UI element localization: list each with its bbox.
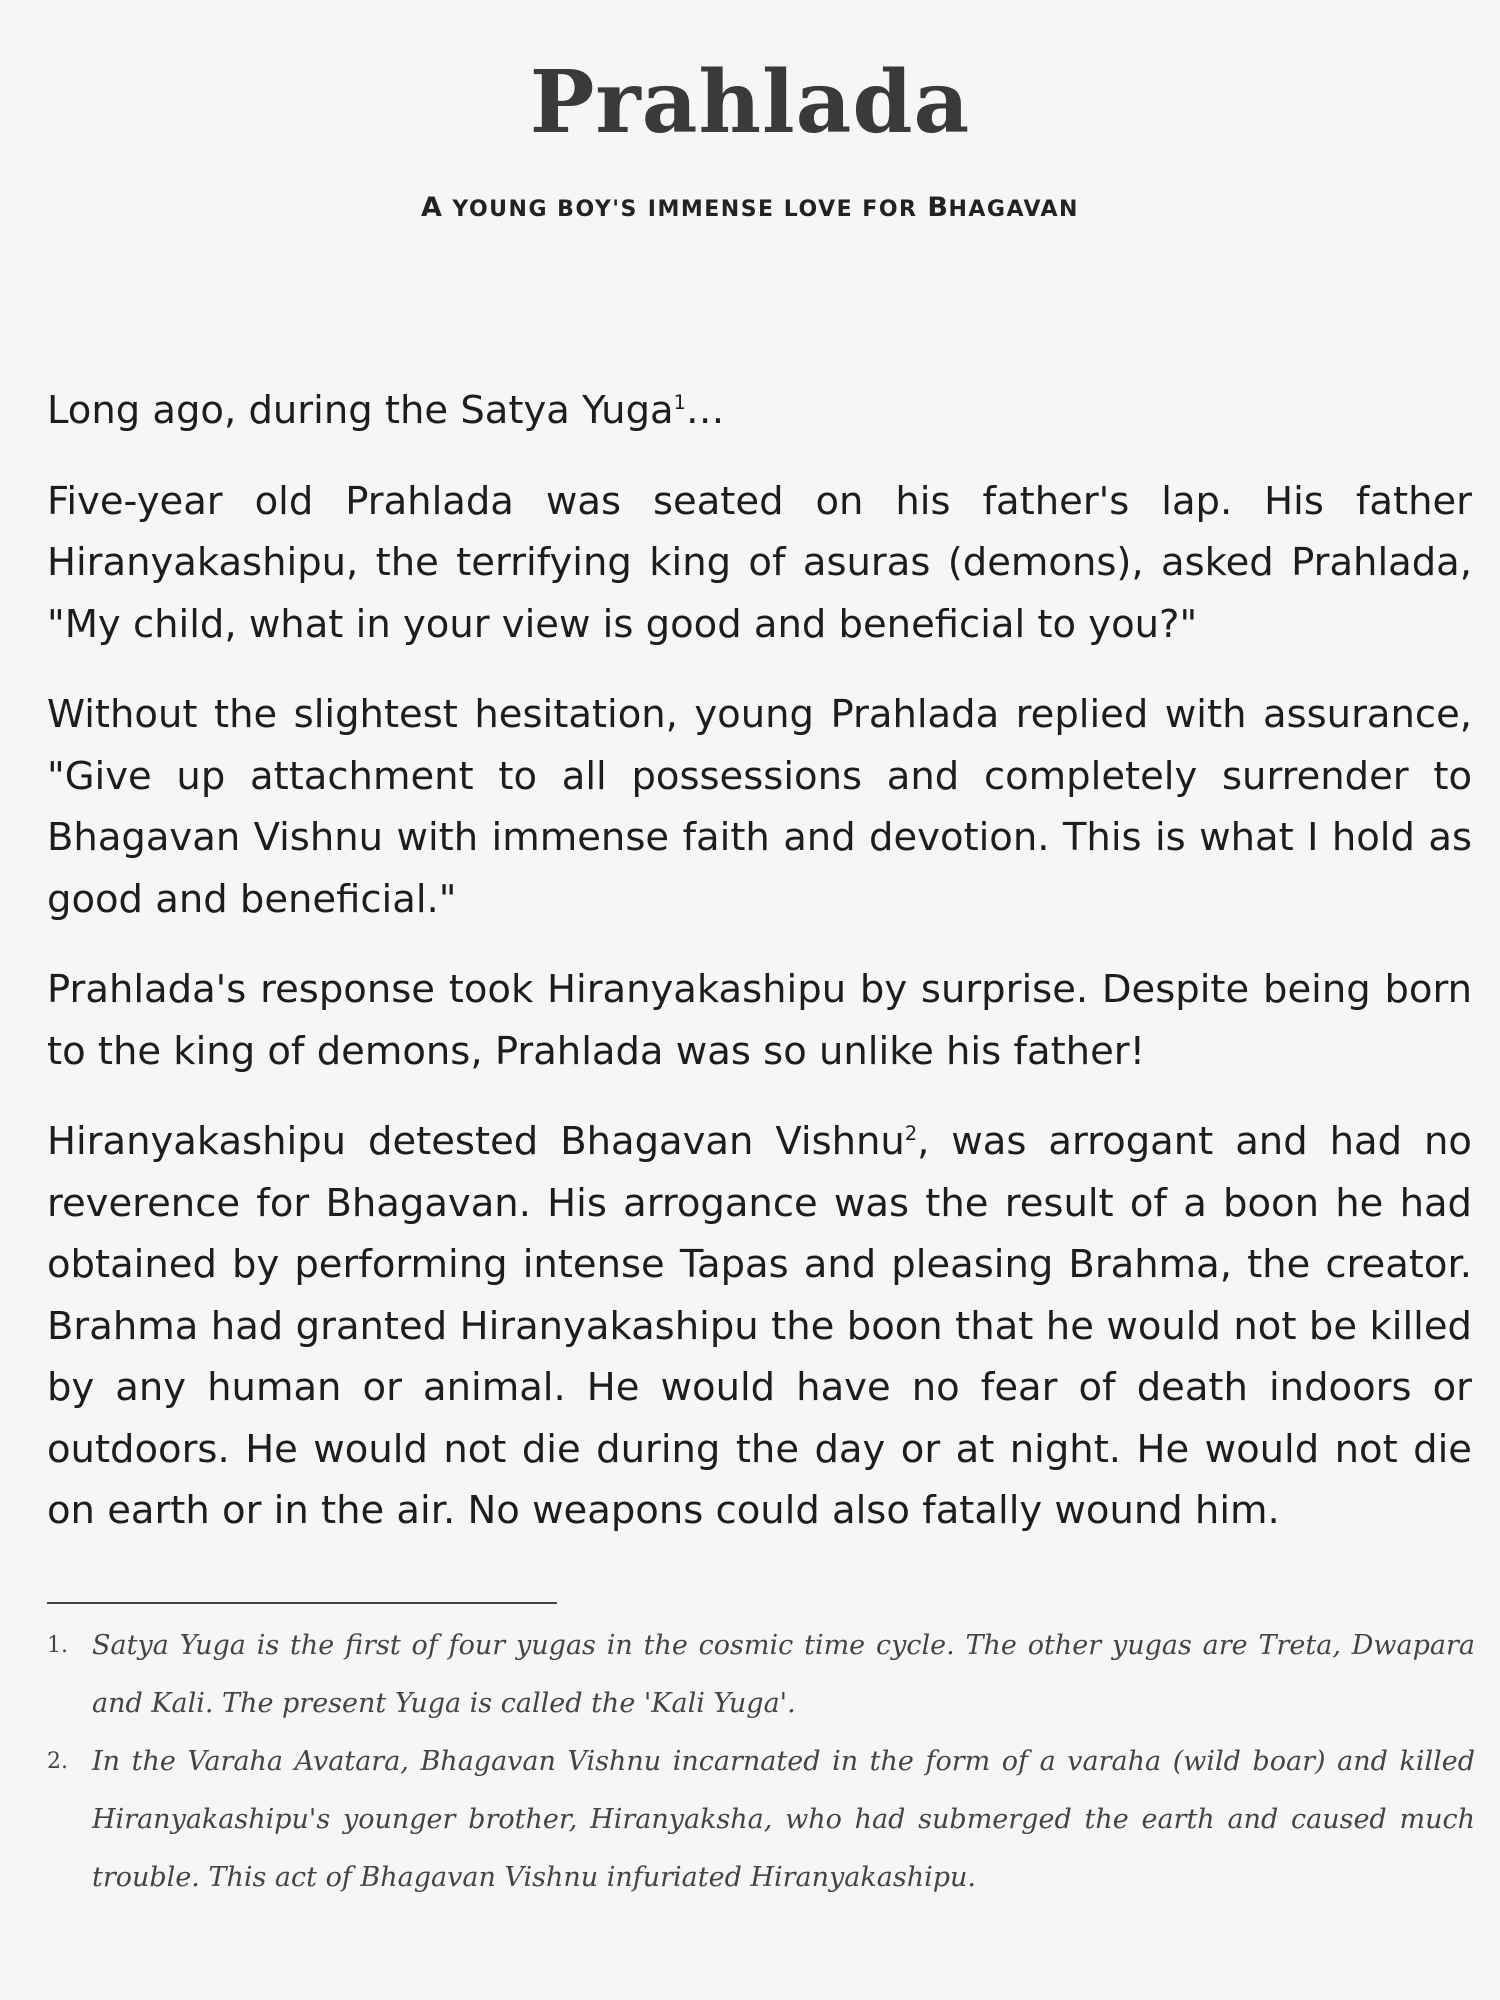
subtitle-hagavan: HAGAVAN xyxy=(948,197,1079,222)
subtitle-young-boys: YOUNG BOY'S xyxy=(452,197,638,222)
paragraph-1 xyxy=(47,380,1472,442)
paragraph-5 xyxy=(47,1111,1472,1542)
footnote-1-text: Satya Yuga is the first of four yugas in the cosmic time cycle. The other yugas are Treta, Dwapara and Kali. The present Yuga is called the 'Kali Yuga'. xyxy=(92,1630,1475,1719)
footnote-ref-2[interactable]: 2 xyxy=(904,1122,918,1146)
page-subtitle xyxy=(0,192,1500,223)
footnote-ref-1[interactable]: 1 xyxy=(673,391,686,415)
paragraph-5-text: Hiranyakashipu detested Bhagavan Vishnu xyxy=(47,1119,905,1164)
footnote-2 xyxy=(47,1733,1475,1907)
footnote-2-number: 2. xyxy=(47,1749,68,1774)
footnote-2-text: In the Varaha Avatara, Bhagavan Vishnu incarnated in the form of a varaha (wild boar) and killed Hiranyakashipu's younger brother, Hiranyaksha, who had submerged the earth and caused much trouble. This act of Bhagavan Vishnu infuriated Hiranyakashipu. xyxy=(92,1746,1475,1893)
footnote-1-number: 1. xyxy=(47,1633,68,1658)
paragraph-3: Without the slightest hesitation, young Prahlada replied with assurance, "Give up attachment to all possessions and completely surrender to Bhagavan Vishnu with immense faith and devotion. This is what I hold as good and beneficial." xyxy=(47,692,1472,922)
paragraph-2: Five-year old Prahlada was seated on his father's lap. His father Hiranyakashipu, the terrifying king of asuras (demons), asked Prahlada, "My child, what in your view is good and beneficial to you?" xyxy=(47,478,1472,647)
paragraph-1-text: Long ago, during the Satya Yuga xyxy=(47,388,674,433)
subtitle-immense-love: IMMENSE LOVE FOR xyxy=(647,197,918,222)
paragraph-1-tail: … xyxy=(685,388,725,433)
subtitle-a: A xyxy=(421,192,443,223)
footnote-divider xyxy=(47,1602,557,1604)
footnote-1 xyxy=(47,1617,1475,1733)
footnotes xyxy=(47,1617,1475,1907)
paragraph-4: Prahlada's response took Hiranyakashipu by surprise. Despite being born to the king of demons, Prahlada was so unlike his father! xyxy=(47,967,1472,1074)
subtitle-b: B xyxy=(927,192,949,223)
main-text xyxy=(47,380,1472,1571)
page-title: Prahlada xyxy=(529,52,971,153)
paragraph-5-tail: , was arrogant and had no reverence for Bhagavan. His arrogance was the result of a boon he had obtained by performing intense Tapas and pleasing Brahma, the creator. Brahma had granted Hiranyakashipu the boon that he would not be killed by any human or animal. He would have no fear of death indoors or outdoors. He would not die during the day or at night. He would not die on earth or in the air. No weapons could also fatally wound him. xyxy=(47,1119,1472,1533)
